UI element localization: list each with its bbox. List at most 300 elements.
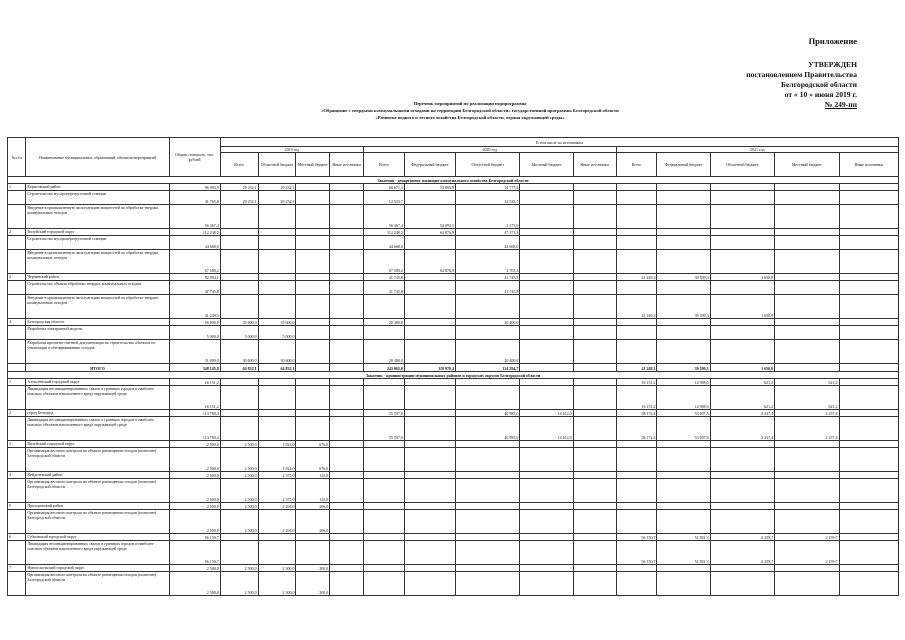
value-cell xyxy=(710,510,774,534)
title-line: «Развитие водного и лесного хозяйства Белгородской области, охрана окружающей среды» xyxy=(375,115,565,120)
value-cell xyxy=(258,236,296,250)
row-name: Прохоровский район xyxy=(26,503,169,510)
value-cell xyxy=(455,326,519,340)
row-number xyxy=(8,417,26,441)
value-cell: 64 876,9 xyxy=(404,229,455,236)
value-cell xyxy=(775,479,839,503)
row-name: Строительство объекта обработки твердых коммунальных отходов xyxy=(26,281,169,295)
value-cell: 2 500,0 xyxy=(220,503,258,510)
value-cell xyxy=(520,503,573,510)
value-cell xyxy=(839,572,898,596)
value-cell: 125,0 xyxy=(296,479,330,503)
value-cell xyxy=(520,250,573,274)
value-cell xyxy=(520,364,573,372)
value-cell xyxy=(657,448,710,472)
value-cell xyxy=(839,479,898,503)
value-cell xyxy=(296,319,330,326)
value-cell: 44 668,0 xyxy=(455,236,519,250)
value-cell xyxy=(520,379,573,386)
activity-row xyxy=(8,281,899,295)
row-number: 1 xyxy=(8,184,26,191)
value-cell xyxy=(710,472,774,479)
value-cell xyxy=(520,229,573,236)
value-cell: 20 400,0 xyxy=(363,340,404,364)
value-cell: 20 400,0 xyxy=(363,319,404,326)
value-cell xyxy=(710,205,774,229)
approval-line: Белгородской области xyxy=(780,80,857,89)
value-cell xyxy=(710,441,774,448)
value-cell: 118 970,4 xyxy=(404,364,455,372)
row-name: Разработка электронной модели xyxy=(26,326,169,340)
value-cell: 2 500,0 xyxy=(169,565,220,572)
value-cell xyxy=(220,250,258,274)
row-name: Разработка проектно-сметной документации на строительство объектов по утилизации и обезвреживанию отходов xyxy=(26,340,169,364)
value-cell xyxy=(520,191,573,205)
value-cell: 56 150,7 xyxy=(616,534,657,541)
row-name: Организация весового контроля на объекте размещения отходов (полигоне) Белгородской области xyxy=(26,479,169,503)
value-cell: 20 400,0 xyxy=(455,319,519,326)
value-cell xyxy=(455,472,519,479)
value-cell xyxy=(775,503,839,510)
row-number xyxy=(8,205,26,229)
col-header-year: 2019 год xyxy=(220,147,363,153)
municipality-row xyxy=(8,410,899,417)
value-cell xyxy=(710,319,774,326)
value-cell: 676,0 xyxy=(296,441,330,448)
value-cell xyxy=(616,510,657,534)
value-cell: 14 612,0 xyxy=(520,410,573,417)
value-cell: 125,0 xyxy=(296,472,330,479)
value-cell xyxy=(363,541,404,565)
value-cell xyxy=(775,572,839,596)
value-cell xyxy=(330,441,364,448)
value-cell xyxy=(520,565,573,572)
value-cell xyxy=(616,205,657,229)
value-cell: 621,2 xyxy=(775,379,839,386)
value-cell xyxy=(296,274,330,281)
value-cell xyxy=(258,205,296,229)
value-cell xyxy=(616,319,657,326)
value-cell xyxy=(710,229,774,236)
value-cell: 124 294,7 xyxy=(455,364,519,372)
value-cell: 206,0 xyxy=(296,510,330,534)
value-cell xyxy=(296,410,330,417)
row-number: 4 xyxy=(8,472,26,479)
value-cell xyxy=(573,191,616,205)
value-cell xyxy=(455,479,519,503)
value-cell: 39 599,3 xyxy=(657,295,710,319)
value-cell: 2 237,4 xyxy=(775,417,839,441)
value-cell xyxy=(839,205,898,229)
value-cell xyxy=(363,534,404,541)
value-cell xyxy=(258,417,296,441)
row-number xyxy=(8,572,26,596)
value-cell xyxy=(657,565,710,572)
value-cell: 55 597,0 xyxy=(363,417,404,441)
value-cell: 58 172,4 xyxy=(616,410,657,417)
value-cell xyxy=(520,340,573,364)
value-cell xyxy=(220,410,258,417)
value-cell: 53 697,6 xyxy=(657,410,710,417)
value-cell xyxy=(520,541,573,565)
value-cell xyxy=(616,184,657,191)
col-header-source: Иные источники xyxy=(330,153,364,177)
value-cell: 56 150,7 xyxy=(169,534,220,541)
value-cell xyxy=(839,510,898,534)
value-cell xyxy=(520,319,573,326)
value-cell xyxy=(363,326,404,340)
row-number xyxy=(8,541,26,565)
value-cell xyxy=(657,250,710,274)
value-cell xyxy=(839,184,898,191)
value-cell xyxy=(657,572,710,596)
value-cell xyxy=(330,274,364,281)
value-cell xyxy=(258,229,296,236)
col-header-sources: В том числе по источникам xyxy=(220,138,898,147)
value-cell xyxy=(573,441,616,448)
value-cell: 2 500,0 xyxy=(169,572,220,596)
col-header-source: Всего xyxy=(363,153,404,177)
value-cell: 621,2 xyxy=(710,386,774,410)
activity-row xyxy=(8,191,899,205)
value-cell xyxy=(657,281,710,295)
value-cell xyxy=(657,479,710,503)
value-cell xyxy=(330,326,364,340)
value-cell xyxy=(296,379,330,386)
value-cell: 20 400,0 xyxy=(455,340,519,364)
value-cell xyxy=(220,274,258,281)
value-cell: 39 599,3 xyxy=(657,364,710,372)
value-cell: 2 375,0 xyxy=(258,479,296,503)
value-cell xyxy=(330,229,364,236)
value-cell xyxy=(330,472,364,479)
value-cell: 16 151,2 xyxy=(169,386,220,410)
value-cell: 2 500,0 xyxy=(169,479,220,503)
value-cell xyxy=(657,326,710,340)
value-cell xyxy=(710,340,774,364)
value-cell: 56 000,0 xyxy=(169,319,220,326)
municipality-row xyxy=(8,472,899,479)
value-cell: 35 600,0 xyxy=(220,319,258,326)
value-cell xyxy=(404,191,455,205)
value-cell xyxy=(775,295,839,319)
value-cell xyxy=(775,205,839,229)
value-cell xyxy=(404,295,455,319)
value-cell: 5 000,0 xyxy=(220,326,258,340)
value-cell xyxy=(657,319,710,326)
value-cell xyxy=(573,326,616,340)
value-cell: 16 151,2 xyxy=(616,386,657,410)
row-number xyxy=(8,386,26,410)
value-cell xyxy=(839,503,898,510)
value-cell xyxy=(330,319,364,326)
col-header-total: Общая стоимость, тыс. рублей xyxy=(169,138,220,177)
row-number: 6 xyxy=(8,534,26,541)
value-cell: 56 150,7 xyxy=(169,541,220,565)
activity-row xyxy=(8,510,899,534)
row-name: Валуйский городской округ xyxy=(26,229,169,236)
value-cell xyxy=(258,386,296,410)
value-cell: 41 249,3 xyxy=(616,274,657,281)
value-cell xyxy=(710,479,774,503)
value-cell xyxy=(657,205,710,229)
value-cell xyxy=(573,319,616,326)
value-cell xyxy=(220,379,258,386)
value-cell xyxy=(330,295,364,319)
value-cell xyxy=(258,410,296,417)
value-cell xyxy=(616,229,657,236)
value-cell xyxy=(520,441,573,448)
value-cell xyxy=(839,441,898,448)
value-cell: 2 237,4 xyxy=(710,417,774,441)
value-cell xyxy=(330,191,364,205)
row-name: Ликвидация несанкционированных свалок в границах городов и наиболее опасных объектов накопленного вреда окружающей среде xyxy=(26,417,169,441)
col-header-source: Всего xyxy=(616,153,657,177)
value-cell xyxy=(573,205,616,229)
value-cell xyxy=(330,236,364,250)
value-cell: 41 745,8 xyxy=(363,274,404,281)
value-cell xyxy=(520,205,573,229)
value-cell xyxy=(616,326,657,340)
value-cell xyxy=(839,229,898,236)
value-cell: 2 500,0 xyxy=(169,503,220,510)
value-cell: 41 745,8 xyxy=(169,281,220,295)
value-cell: 47 371,3 xyxy=(455,229,519,236)
value-cell: 200,0 xyxy=(296,565,330,572)
activity-row xyxy=(8,448,899,472)
value-cell xyxy=(520,386,573,410)
value-cell xyxy=(455,448,519,472)
value-cell xyxy=(455,510,519,534)
value-cell: 30 600,0 xyxy=(220,340,258,364)
row-number xyxy=(8,191,26,205)
row-name: Введение в промышленную эксплуатацию мощностей по обработке твердых коммунальных отходов xyxy=(26,295,169,319)
value-cell xyxy=(839,191,898,205)
municipality-row xyxy=(8,441,899,448)
value-cell xyxy=(404,410,455,417)
row-name: город Белгород xyxy=(26,410,169,417)
value-cell xyxy=(839,565,898,572)
value-cell xyxy=(330,281,364,295)
value-cell xyxy=(404,472,455,479)
value-cell: 2 500,0 xyxy=(220,448,258,472)
value-cell xyxy=(839,386,898,410)
value-cell: 2 294,0 xyxy=(258,503,296,510)
value-cell xyxy=(363,441,404,448)
value-cell xyxy=(775,441,839,448)
value-cell xyxy=(616,503,657,510)
value-cell xyxy=(839,326,898,340)
value-cell xyxy=(330,479,364,503)
value-cell xyxy=(363,472,404,479)
value-cell xyxy=(363,503,404,510)
value-cell xyxy=(520,479,573,503)
value-cell: 64 876,9 xyxy=(404,250,455,274)
value-cell: 2 500,0 xyxy=(220,572,258,596)
value-cell xyxy=(657,229,710,236)
value-cell: 2 237,4 xyxy=(710,410,774,417)
value-cell: 53 893,8 xyxy=(404,184,455,191)
value-cell xyxy=(258,541,296,565)
value-cell xyxy=(330,184,364,191)
row-name: Ликвидация несанкционированных свалок в границах городов и наиболее опасных объектов накопленного вреда окружающей среде xyxy=(26,541,169,565)
value-cell xyxy=(710,184,774,191)
value-cell: 2 300,0 xyxy=(258,565,296,572)
row-number xyxy=(8,364,26,372)
value-cell xyxy=(455,503,519,510)
value-cell xyxy=(404,510,455,534)
value-cell xyxy=(616,250,657,274)
col-header-source: Всего xyxy=(220,153,258,177)
value-cell xyxy=(616,565,657,572)
row-name: Губкинский городской округ xyxy=(26,534,169,541)
value-cell: 29 232,1 xyxy=(220,184,258,191)
col-header-source: Местный бюджет xyxy=(296,153,330,177)
value-cell: 67 580,2 xyxy=(363,250,404,274)
value-cell xyxy=(573,236,616,250)
value-cell xyxy=(455,441,519,448)
value-cell xyxy=(404,379,455,386)
value-cell xyxy=(330,364,364,372)
value-cell xyxy=(520,295,573,319)
value-cell: 55 597,0 xyxy=(363,410,404,417)
activity-row xyxy=(8,326,899,340)
value-cell: 56 150,7 xyxy=(616,541,657,565)
value-cell xyxy=(220,534,258,541)
row-number xyxy=(8,250,26,274)
value-cell xyxy=(404,534,455,541)
activity-row xyxy=(8,386,899,410)
value-cell xyxy=(657,510,710,534)
value-cell: 2 294,0 xyxy=(258,510,296,534)
value-cell xyxy=(404,340,455,364)
value-cell: 5 000,0 xyxy=(169,326,220,340)
value-cell xyxy=(404,565,455,572)
section-header: Заказчик - департамент жилищно-коммунального хозяйства Белгородской области xyxy=(8,177,899,184)
activity-row xyxy=(8,572,899,596)
value-cell xyxy=(775,472,839,479)
value-cell xyxy=(775,319,839,326)
value-cell xyxy=(573,281,616,295)
value-cell xyxy=(363,572,404,596)
value-cell xyxy=(775,448,839,472)
value-cell xyxy=(573,250,616,274)
row-number: 2 xyxy=(8,229,26,236)
row-number: 3 xyxy=(8,274,26,281)
value-cell xyxy=(839,417,898,441)
value-cell: 41 765,8 xyxy=(169,191,220,205)
value-cell xyxy=(520,274,573,281)
row-number: 4 xyxy=(8,319,26,326)
value-cell xyxy=(404,274,455,281)
value-cell xyxy=(710,448,774,472)
value-cell xyxy=(330,534,364,541)
value-cell: 51 831,3 xyxy=(657,534,710,541)
value-cell xyxy=(330,340,364,364)
row-name: Новооскольский городской округ xyxy=(26,565,169,572)
value-cell xyxy=(573,379,616,386)
value-cell: 68 671,3 xyxy=(363,184,404,191)
value-cell xyxy=(839,364,898,372)
value-cell xyxy=(330,379,364,386)
value-cell xyxy=(520,184,573,191)
approval-date: от « 10 » июня 2019 г. xyxy=(784,90,857,99)
value-cell: 14 612,0 xyxy=(520,417,573,441)
value-cell xyxy=(296,386,330,410)
value-cell xyxy=(363,295,404,319)
value-cell: 1 650,0 xyxy=(710,295,774,319)
value-cell: 2 300,0 xyxy=(258,572,296,596)
value-cell xyxy=(775,274,839,281)
value-cell xyxy=(775,364,839,372)
value-cell xyxy=(573,364,616,372)
value-cell: 53 697,6 xyxy=(657,417,710,441)
value-cell xyxy=(573,295,616,319)
row-name: Введение в промышленную эксплуатацию мощностей по обработке твердых коммунальных отходов xyxy=(26,250,169,274)
value-cell: 16 151,2 xyxy=(169,379,220,386)
value-cell: 56 367,4 xyxy=(363,205,404,229)
value-cell xyxy=(363,379,404,386)
value-cell xyxy=(455,541,519,565)
activity-row xyxy=(8,541,899,565)
value-cell: 41 745,8 xyxy=(363,281,404,295)
value-cell: 113 769,4 xyxy=(169,410,220,417)
value-cell: 1 650,0 xyxy=(710,364,774,372)
document-title xyxy=(150,100,790,121)
value-cell: 2 159,7 xyxy=(710,541,774,565)
value-cell xyxy=(839,295,898,319)
municipality-row xyxy=(8,565,899,572)
value-cell: 35 600,0 xyxy=(258,319,296,326)
value-cell xyxy=(520,236,573,250)
value-cell xyxy=(710,503,774,510)
value-cell: 2 500,0 xyxy=(220,510,258,534)
col-header-source: Иные источники xyxy=(839,153,898,177)
value-cell xyxy=(520,281,573,295)
value-cell xyxy=(296,364,330,372)
value-cell xyxy=(455,295,519,319)
value-cell xyxy=(220,229,258,236)
value-cell: 2 375,0 xyxy=(258,472,296,479)
value-cell xyxy=(220,205,258,229)
value-cell xyxy=(330,510,364,534)
value-cell xyxy=(404,503,455,510)
row-name: Введение в промышленную эксплуатацию мощностей по обработке твердых коммунальных отходов xyxy=(26,205,169,229)
value-cell xyxy=(839,410,898,417)
value-cell xyxy=(404,479,455,503)
value-cell xyxy=(775,191,839,205)
value-cell: 64 832,1 xyxy=(258,364,296,372)
value-cell xyxy=(573,448,616,472)
value-cell xyxy=(775,250,839,274)
value-cell: 2 703,3 xyxy=(455,250,519,274)
value-cell xyxy=(573,572,616,596)
value-cell: 82 994,1 xyxy=(169,274,220,281)
col-header-source: Иные источники xyxy=(573,153,616,177)
value-cell xyxy=(616,281,657,295)
value-cell: 51 000,0 xyxy=(169,340,220,364)
row-number xyxy=(8,340,26,364)
col-header-no: № п/п xyxy=(8,138,26,177)
value-cell xyxy=(573,274,616,281)
value-cell xyxy=(455,572,519,596)
municipality-row xyxy=(8,184,899,191)
activity-row xyxy=(8,236,899,250)
value-cell: 44 668,0 xyxy=(363,236,404,250)
appendix-label: Приложение xyxy=(808,36,857,46)
value-cell: 112 248,2 xyxy=(169,229,220,236)
value-cell xyxy=(775,229,839,236)
